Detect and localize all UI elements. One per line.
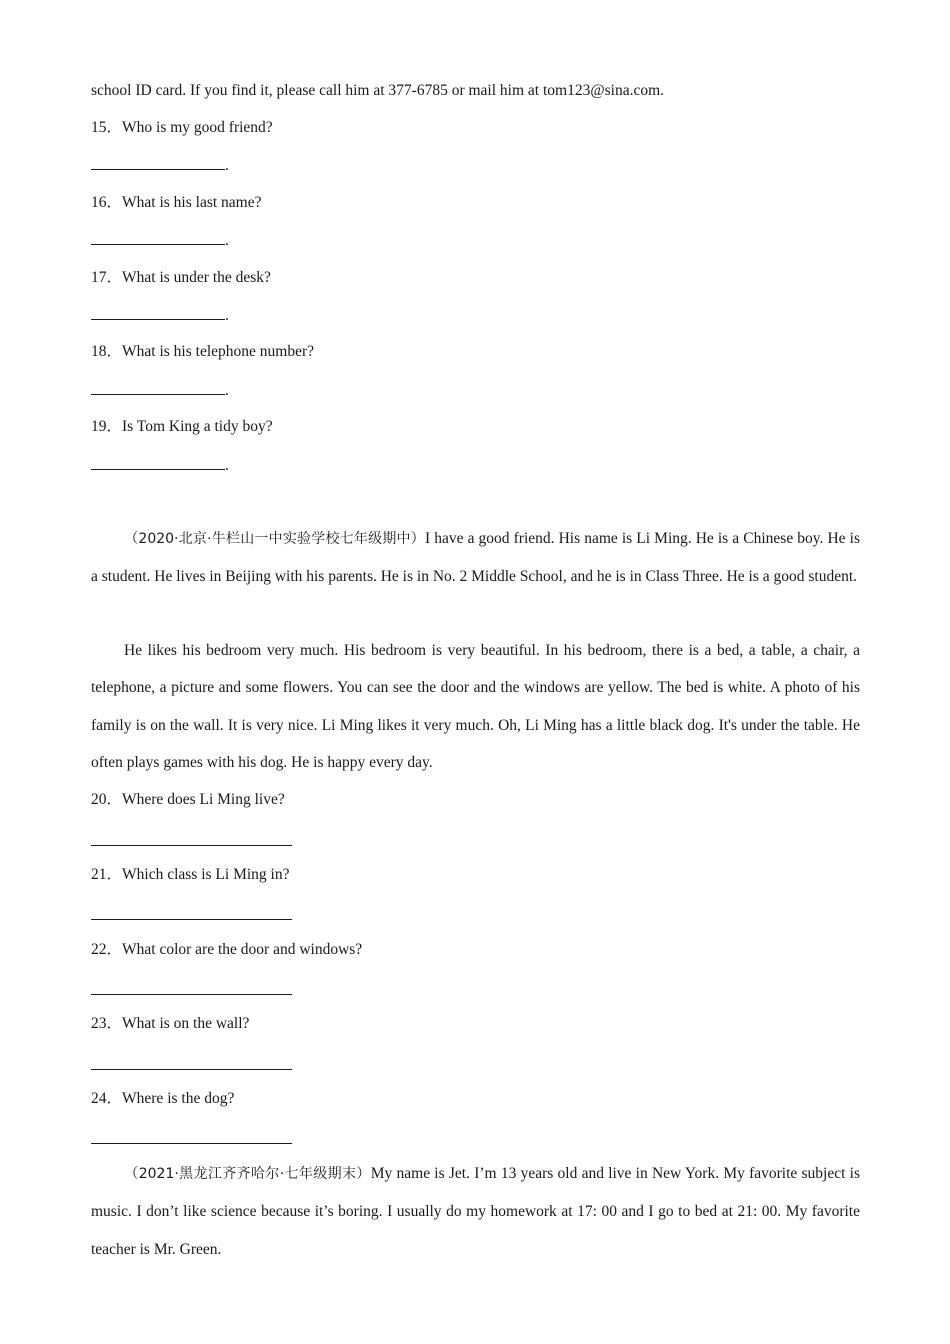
passage-3-paragraph-1 (91, 1155, 860, 1268)
passage-2-paragraph-2 (91, 632, 860, 781)
answer-line-15[interactable]: . (91, 155, 229, 176)
source-label: （2020·北京·牛栏山一中实验学校七年级期中） (124, 531, 425, 547)
answer-line-20[interactable] (91, 845, 292, 846)
answer-line-22[interactable] (91, 994, 292, 995)
question-number: 17． (91, 269, 123, 286)
question-text: Who is my good friend? (122, 119, 273, 136)
answer-blank[interactable] (91, 380, 225, 395)
question-number: 23． (91, 1015, 123, 1032)
answer-line-17[interactable]: . (91, 305, 229, 326)
question-20 (91, 790, 285, 810)
answer-blank[interactable] (91, 305, 225, 320)
question-text: Which class is Li Ming in? (122, 866, 290, 883)
question-text: Where is the dog? (122, 1090, 235, 1107)
question-number: 19． (91, 418, 123, 435)
question-24 (91, 1089, 234, 1109)
passage-continuation: school ID card. If you find it, please call him at 377-6785 or mail him at tom123@sina.com. (91, 82, 665, 99)
answer-blank[interactable] (91, 155, 225, 170)
question-number: 22． (91, 941, 123, 958)
paragraph-text: I have a good friend. His name is Li Ming. He is a Chinese boy. He is a student. He lives in Beijing with his parents. He is in No. 2 Middle School, and he is in Class Three. He is a good student. (91, 530, 860, 586)
question-number: 15． (91, 119, 123, 136)
paragraph-text: He likes his bedroom very much. His bedroom is very beautiful. In his bedroom, there is a bed, a table, a chair, a telephone, a picture and some flowers. You can see the door and the windows are yellow. The bed is white. A photo of his family is on the wall. It is very nice. Li Ming likes it very much. Oh, Li Ming has a little black dog. It's under the table. He often plays games with his dog. He is happy every day. (91, 642, 860, 771)
answer-blank[interactable] (91, 455, 225, 470)
question-number: 21． (91, 866, 123, 883)
question-21 (91, 865, 289, 885)
answer-line-18[interactable]: . (91, 380, 229, 401)
question-18 (91, 342, 314, 362)
answer-line-24[interactable] (91, 1143, 292, 1144)
question-number: 24． (91, 1090, 123, 1107)
answer-line-16[interactable]: . (91, 230, 229, 251)
question-17 (91, 268, 271, 288)
question-text: What is his last name? (122, 194, 262, 211)
answer-line-23[interactable] (91, 1069, 292, 1070)
question-number: 20． (91, 791, 123, 808)
question-number: 16． (91, 194, 123, 211)
source-label: （2021·黑龙江齐齐哈尔·七年级期末） (124, 1166, 371, 1182)
question-23 (91, 1014, 249, 1034)
question-22 (91, 940, 362, 960)
passage-2-paragraph-1 (91, 520, 860, 596)
question-16 (91, 193, 261, 213)
question-text: Is Tom King a tidy boy? (122, 418, 273, 435)
question-text: Where does Li Ming live? (122, 791, 285, 808)
question-15 (91, 118, 273, 138)
paragraph-text: My name is Jet. I’m 13 years old and live in New York. My favorite subject is music. I don’t like science because it’s boring. I usually do my homework at 17: 00 and I go to bed at 21: 00. My favorite teacher is Mr. Green. (91, 1165, 861, 1258)
question-text: What is his telephone number? (122, 343, 314, 360)
answer-line-19[interactable]: . (91, 455, 229, 476)
question-number: 18． (91, 343, 123, 360)
answer-line-21[interactable] (91, 919, 292, 920)
question-text: What is on the wall? (122, 1015, 250, 1032)
answer-blank[interactable] (91, 230, 225, 245)
question-text: What is under the desk? (122, 269, 271, 286)
question-19 (91, 417, 273, 437)
question-text: What color are the door and windows? (122, 941, 363, 958)
